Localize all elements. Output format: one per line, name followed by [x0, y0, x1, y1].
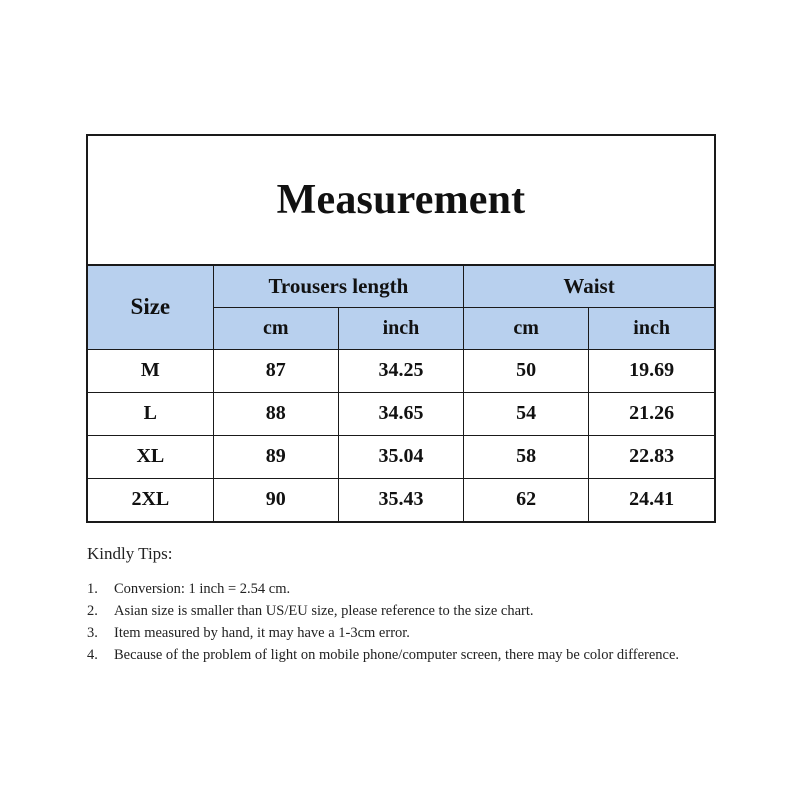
header-trousers-length: Trousers length	[213, 266, 463, 307]
cell-trousers-inch: 35.43	[338, 478, 463, 521]
tips-list	[87, 578, 727, 666]
cell-trousers-cm: 89	[213, 435, 338, 478]
cell-trousers-cm: 90	[213, 478, 338, 521]
table-row	[88, 478, 714, 521]
tip-number: 1.	[87, 581, 98, 597]
header-trousers-cm: cm	[213, 307, 338, 349]
list-item	[87, 578, 727, 600]
table-row	[88, 392, 714, 435]
tip-text: Asian size is smaller than US/EU size, please reference to the size chart.	[114, 603, 534, 619]
cell-waist-inch: 21.26	[589, 392, 714, 435]
cell-trousers-inch: 34.65	[338, 392, 463, 435]
tip-number: 3.	[87, 625, 98, 641]
tip-text: Conversion: 1 inch = 2.54 cm.	[114, 581, 291, 597]
cell-waist-cm: 54	[464, 392, 589, 435]
cell-trousers-cm: 87	[213, 349, 338, 392]
cell-trousers-inch: 34.25	[338, 349, 463, 392]
cell-waist-inch: 19.69	[589, 349, 714, 392]
cell-waist-cm: 58	[464, 435, 589, 478]
size-chart	[86, 134, 716, 523]
tip-number: 2.	[87, 603, 98, 619]
tip-text: Because of the problem of light on mobile phone/computer screen, there may be color difference.	[114, 647, 680, 663]
cell-waist-cm: 62	[464, 478, 589, 521]
table-row	[88, 435, 714, 478]
cell-waist-inch: 24.41	[589, 478, 714, 521]
chart-title: Measurement	[88, 136, 714, 266]
cell-trousers-inch: 35.04	[338, 435, 463, 478]
cell-size: M	[88, 349, 213, 392]
cell-trousers-cm: 88	[213, 392, 338, 435]
cell-size: 2XL	[88, 478, 213, 521]
header-waist-cm: cm	[464, 307, 589, 349]
cell-size: L	[88, 392, 213, 435]
header-waist-inch: inch	[589, 307, 714, 349]
header-trousers-inch: inch	[338, 307, 463, 349]
cell-waist-cm: 50	[464, 349, 589, 392]
list-item	[87, 644, 727, 666]
tip-number: 4.	[87, 647, 98, 663]
tips-heading: Kindly Tips:	[87, 544, 173, 563]
tip-text: Item measured by hand, it may have a 1-3cm error.	[114, 625, 410, 641]
list-item	[87, 622, 727, 644]
header-size: Size	[88, 266, 213, 349]
header-waist: Waist	[464, 266, 714, 307]
cell-size: XL	[88, 435, 213, 478]
cell-waist-inch: 22.83	[589, 435, 714, 478]
size-table	[88, 266, 714, 521]
tips-section	[87, 544, 727, 666]
table-row	[88, 349, 714, 392]
list-item	[87, 600, 727, 622]
